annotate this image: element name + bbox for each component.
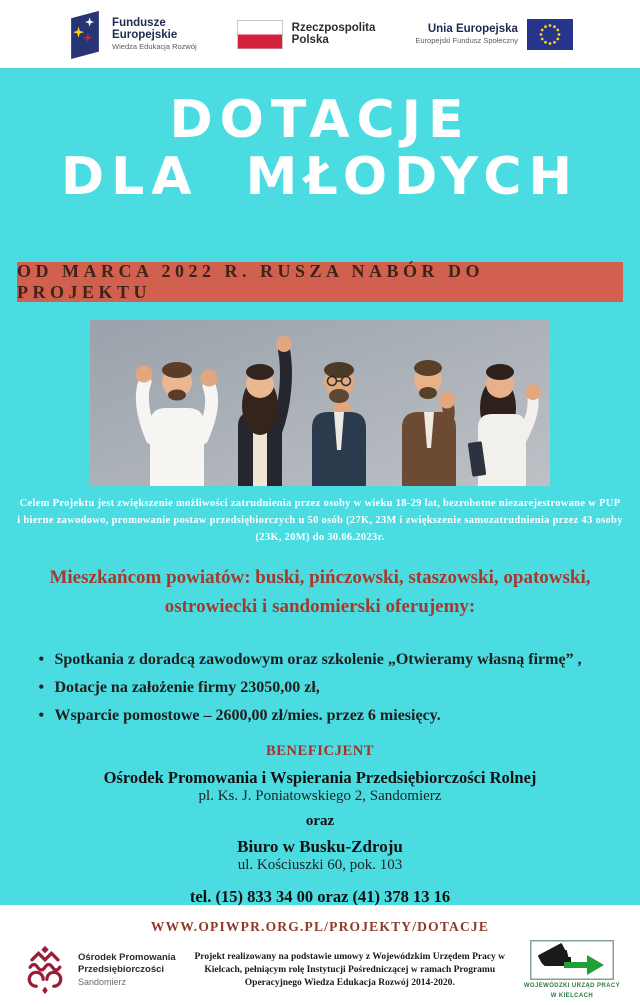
beneficiary-conjunction: oraz bbox=[305, 813, 335, 830]
pl-logo-line1: Rzeczpospolita bbox=[291, 21, 376, 34]
eu-logo-subtitle: Europejski Fundusz Społeczny bbox=[415, 36, 518, 46]
opp-emblem-icon bbox=[20, 944, 70, 996]
logo-unia-europejska bbox=[415, 19, 573, 50]
beneficiary-office-name: Biuro w Busku-Zdroju bbox=[237, 837, 403, 857]
beneficiary-label: BENEFICJENT bbox=[265, 743, 375, 760]
recruitment-banner-text: OD MARCA 2022 R. RUSZA NABÓR DO PROJEKTU bbox=[17, 260, 485, 302]
title-line1: DOTACJE bbox=[169, 90, 471, 150]
wup-logo bbox=[524, 940, 620, 1001]
fe-logo-line1: Fundusze bbox=[112, 17, 166, 29]
fe-flag-icon bbox=[67, 9, 103, 59]
offer-list bbox=[33, 646, 608, 730]
eu-logo-line1: Unia Europejska bbox=[427, 23, 518, 36]
page-title bbox=[61, 92, 579, 206]
fe-logo-line2: Europejskie bbox=[112, 29, 178, 42]
recruitment-banner bbox=[17, 262, 623, 302]
logo-rzeczpospolita-polska bbox=[237, 20, 376, 49]
opp-logo-name1: Ośrodek Promowania bbox=[78, 952, 176, 964]
beneficiary-office-address: ul. Kościuszki 60, pok. 103 bbox=[237, 857, 403, 874]
eu-flag-icon bbox=[527, 19, 573, 50]
offer-item-3: • Wsparcie pomostowe – 2600,00 zł/mies. przez 6 miesięcy. bbox=[33, 702, 608, 730]
eu-funding-header bbox=[0, 0, 640, 68]
poland-flag-icon bbox=[237, 20, 283, 49]
wup-logo-icon bbox=[530, 940, 614, 980]
project-goal-text: Celem Projektu jest zwiększenie możliwości zatrudnienia przez osoby w wieku 18-29 lat, bezrobotne niezarejestrowane w PUP i bierne zawodowo, promowanie postaw przedsiębiorczych u 50 osób (27K, 23M i zwiększenie samozatrudnienia przez 43 osoby (23K, 20M) do 30.06.2023r. bbox=[17, 497, 623, 543]
opp-logo-name2: Przedsiębiorczości bbox=[78, 963, 165, 975]
title-line2: DLA MŁODYCH bbox=[61, 147, 579, 207]
wup-logo-caption2: W KIELCACH bbox=[550, 993, 594, 1000]
offer-heading: Mieszkańcom powiatów: buski, pińczowski, staszowski, opatowski, ostrowiecki i sandomierski oferujemy: bbox=[49, 567, 591, 618]
phone-numbers: tel. (15) 833 34 00 oraz (41) 378 13 16 bbox=[189, 887, 451, 907]
offer-item-1: • Spotkania z doradcą zawodowym oraz szkolenie „Otwieramy własną firmę” , bbox=[33, 646, 608, 674]
opp-logo-city: Sandomierz bbox=[78, 976, 127, 987]
opp-logo bbox=[20, 944, 176, 996]
website-url: WWW.OPIWPR.ORG.PL/PROJEKTY/DOTACJE bbox=[150, 919, 490, 935]
poster-body bbox=[0, 68, 640, 935]
offer-item-2: • Dotacje na założenie firmy 23050,00 zł, bbox=[33, 674, 608, 702]
fe-logo-subtitle: Wiedza Edukacja Rozwój bbox=[112, 42, 197, 52]
logo-fundusze-europejskie bbox=[67, 9, 197, 59]
beneficiary-org-name: Ośrodek Promowania i Wspierania Przedsiębiorczości Rolnej bbox=[103, 768, 537, 788]
footer-note: Projekt realizowany na podstawie umowy z Wojewódzkim Urzędem Pracy w Kielcach, pełniącym rolę Instytucji Pośredniczącej w ramach Programu Operacyjnego Wiedza Edukacja Rozwój 2014-2020. bbox=[194, 951, 506, 988]
beneficiary-org-address: pl. Ks. J. Poniatowskiego 2, Sandomierz bbox=[198, 788, 442, 805]
wup-logo-caption1: WOJEWÓDZKI URZĄD PRACY bbox=[523, 982, 620, 989]
footer bbox=[0, 935, 640, 1005]
pl-logo-line2: Polska bbox=[291, 34, 329, 46]
group-photo-image bbox=[90, 320, 550, 486]
